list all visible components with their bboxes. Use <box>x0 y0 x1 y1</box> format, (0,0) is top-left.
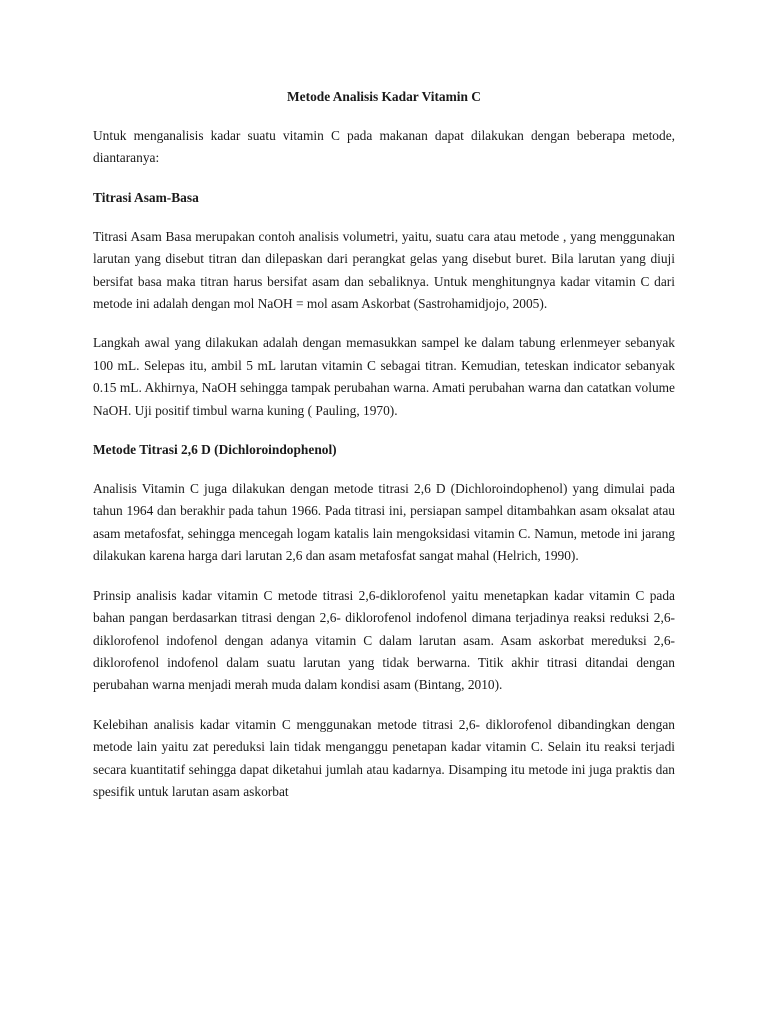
intro-paragraph: Untuk menganalisis kadar suatu vitamin C pada makanan dapat dilakukan dengan beberapa metode, diantaranya: <box>93 128 675 166</box>
paragraph-titrasi-asam-basa-definition: Titrasi Asam Basa merupakan contoh analisis volumetri, yaitu, suatu cara atau metode , yang menggunakan larutan yang disebut titran dan dilepaskan dari perangkat gelas yang disebut buret. Bila larutan yang diuji bersifat basa maka titran harus bersifat asam dan sebaliknya. Untuk menghitungnya kadar vitamin C dari metode ini adalah dengan mol NaOH = mol asam Askorbat (Sastrohamidjojo, 2005). <box>93 228 675 312</box>
document-body <box>93 86 675 803</box>
section-heading-titrasi-26d: Metode Titrasi 2,6 D (Dichloroindophenol) <box>93 442 337 458</box>
paragraph-titrasi-26d-principle: Prinsip analisis kadar vitamin C metode titrasi 2,6-diklorofenol yaitu menetapkan kadar vitamin C pada bahan pangan berdasarkan titrasi dengan 2,6- diklorofenol indofenol dimana terjadinya reaksi reduksi 2,6-diklorofenol indofenol dengan adanya vitamin C dalam larutan asam. Asam askorbat mereduksi 2,6- diklorofenol indofenol dalam suatu larutan yang tidak berwarna. Titik akhir titrasi ditandai dengan perubahan warna menjadi merah muda dalam kondisi asam (Bintang, 2010). <box>93 587 675 693</box>
paragraph-titrasi-26d-history: Analisis Vitamin C juga dilakukan dengan metode titrasi 2,6 D (Dichloroindophenol) yang dimulai pada tahun 1964 dan berakhir pada tahun 1966. Pada titrasi ini, persiapan sampel ditambahkan asam oksalat atau asam metafosfat, sehingga mencegah logam katalis lain mengoksidasi vitamin C. Namun, metode ini jarang dilakukan karena harga dari larutan 2,6 dan asam metafosfat sangat mahal (Helrich, 1990). <box>93 481 675 564</box>
paragraph-titrasi-asam-basa-procedure: Langkah awal yang dilakukan adalah dengan memasukkan sampel ke dalam tabung erlenmeyer sebanyak 100 mL. Selepas itu, ambil 5 mL larutan vitamin C sebagai titran. Kemudian, teteskan indicator sebanyak 0.15 mL. Akhirnya, NaOH sehingga tampak perubahan warna. Amati perubahan warna dan catatkan volume NaOH. Uji positif timbul warna kuning ( Pauling, 1970). <box>93 335 675 418</box>
document-title: Metode Analisis Kadar Vitamin C <box>287 89 481 104</box>
paragraph-titrasi-26d-advantages: Kelebihan analisis kadar vitamin C menggunakan metode titrasi 2,6- diklorofenol dibandingkan dengan metode lain yaitu zat pereduksi lain tidak menganggu penetapan kadar vitamin C. Selain itu reaksi terjadi secara kuantitatif sehingga dapat diketahui jumlah atau kadarnya. Disamping itu metode ini juga praktis dan spesifik untuk larutan asam askorbat <box>93 716 675 799</box>
section-heading-titrasi-asam-basa: Titrasi Asam-Basa <box>93 189 199 205</box>
